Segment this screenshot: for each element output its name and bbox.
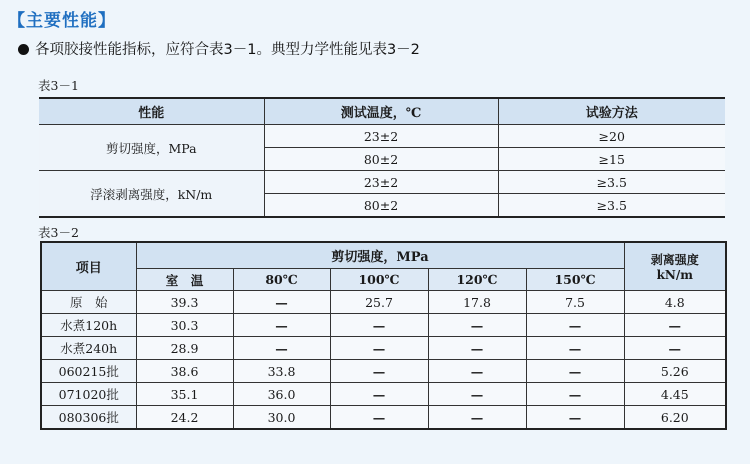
table2-subheader: 150℃ — [526, 269, 624, 291]
table2-cell: — — [428, 406, 526, 430]
table2-item: 水煮240h — [41, 337, 136, 360]
table1-temp: 80±2 — [264, 148, 498, 171]
table2-subheader: 室 温 — [136, 269, 233, 291]
table2-item: 原 始 — [41, 291, 136, 314]
table1-label: 表3－1 — [38, 78, 79, 93]
table1-header-method: 试验方法 — [498, 98, 725, 125]
table1-header-temp: 测试温度，℃ — [264, 98, 498, 125]
table1-temp: 23±2 — [264, 125, 498, 148]
table2-peel-unit: kN/m — [656, 268, 693, 282]
section-heading — [8, 6, 116, 31]
table1-header-row — [39, 98, 725, 125]
table-row — [39, 171, 725, 194]
table2-cell: — — [624, 337, 726, 360]
table2-cell: — — [526, 383, 624, 406]
table2-cell: 30.0 — [233, 406, 330, 430]
table2-cell: — — [330, 337, 428, 360]
table2-header-peel — [624, 242, 726, 291]
table2-cell: 7.5 — [526, 291, 624, 314]
heading-title: 主要性能 — [26, 11, 98, 31]
table2-peel-label: 剥离强度 — [650, 253, 699, 267]
table2-header-item: 项目 — [41, 242, 136, 291]
table-3-1 — [39, 97, 725, 218]
bullet-icon — [18, 44, 29, 55]
table-row — [41, 360, 726, 383]
table2-cell: — — [526, 406, 624, 430]
table2-cell: — — [526, 337, 624, 360]
table1-property-peel: 浮滚剥离强度，kN/m — [39, 171, 264, 218]
table2-cell: 25.7 — [330, 291, 428, 314]
table2-cell: 33.8 — [233, 360, 330, 383]
table1-header-property: 性能 — [39, 98, 264, 125]
table2-cell: — — [428, 337, 526, 360]
table2-subheader-row — [41, 269, 726, 291]
table2-cell: 5.26 — [624, 360, 726, 383]
table2-cell: 24.2 — [136, 406, 233, 430]
table1-value: ≥3.5 — [498, 171, 725, 194]
heading-left-bracket: 【 — [8, 11, 26, 31]
table2-subheader: 120℃ — [428, 269, 526, 291]
table2-cell: 4.45 — [624, 383, 726, 406]
table2-cell: — — [330, 314, 428, 337]
table2-cell: — — [624, 314, 726, 337]
table2-cell: — — [428, 314, 526, 337]
table2-cell: 39.3 — [136, 291, 233, 314]
table2-cell: 6.20 — [624, 406, 726, 430]
table2-item: 071020批 — [41, 383, 136, 406]
table2-cell: 36.0 — [233, 383, 330, 406]
table-row — [41, 383, 726, 406]
table2-cell: — — [428, 383, 526, 406]
table2-label: 表3－2 — [38, 225, 79, 240]
table2-cell: — — [233, 337, 330, 360]
table1-value: ≥20 — [498, 125, 725, 148]
table2-cell: 38.6 — [136, 360, 233, 383]
table-row — [41, 337, 726, 360]
table-row — [41, 314, 726, 337]
table-row — [39, 125, 725, 148]
table1-value: ≥3.5 — [498, 194, 725, 218]
table2-cell: 4.8 — [624, 291, 726, 314]
table2-cell: — — [526, 314, 624, 337]
table2-cell: 30.3 — [136, 314, 233, 337]
table2-header-shear: 剪切强度，MPa — [136, 242, 624, 269]
table2-cell: 35.1 — [136, 383, 233, 406]
intro-text: 各项胶接性能指标，应符合表3－1。典型力学性能见表3－2 — [35, 42, 420, 58]
table1-property-shear: 剪切强度，MPa — [39, 125, 264, 171]
table2-subheader: 100℃ — [330, 269, 428, 291]
table1-value: ≥15 — [498, 148, 725, 171]
table2-cell: 17.8 — [428, 291, 526, 314]
table2-item: 水煮120h — [41, 314, 136, 337]
table2-item: 080306批 — [41, 406, 136, 430]
table2-cell: — — [330, 406, 428, 430]
table-3-2 — [40, 241, 727, 430]
table-row — [41, 406, 726, 430]
table2-item: 060215批 — [41, 360, 136, 383]
table2-cell: — — [233, 291, 330, 314]
table2-cell: — — [526, 360, 624, 383]
table-row — [41, 291, 726, 314]
table2-cell: — — [330, 360, 428, 383]
table2-cell: — — [428, 360, 526, 383]
table1-temp: 80±2 — [264, 194, 498, 218]
table2-cell: — — [330, 383, 428, 406]
intro-line — [18, 38, 420, 59]
table2-cell: — — [233, 314, 330, 337]
table1-temp: 23±2 — [264, 171, 498, 194]
table2-header-row — [41, 242, 726, 269]
table2-cell: 28.9 — [136, 337, 233, 360]
heading-right-bracket: 】 — [98, 11, 116, 31]
table2-subheader: 80℃ — [233, 269, 330, 291]
